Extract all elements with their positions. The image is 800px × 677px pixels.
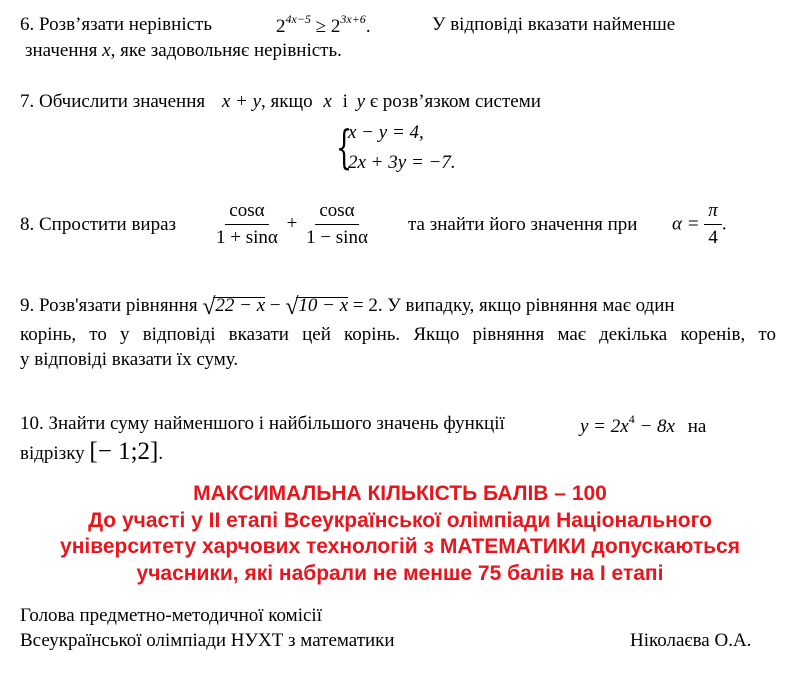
- interval: [− 1;2]: [89, 438, 159, 465]
- problem-9-line-3: у відповіді вказати їх суму.: [20, 349, 239, 370]
- fraction-1: $\frac{\cos\alpha}{1 + \sin\alpha}$: [216, 200, 278, 248]
- system-equation-1: x − y = 4,: [348, 122, 424, 143]
- problem-8-condition: та знайти його значення при: [408, 214, 638, 235]
- fraction-pi-over-4: $\frac{\pi}{4}$: [704, 200, 722, 249]
- problem-10-function: $y = 2x^4 - 8x$ на: [580, 412, 707, 437]
- problem-7-line-1: 7. Обчислити значення x + y, якщо x і y є розв’язком системи: [20, 91, 541, 112]
- banner-line-1: МАКСИМАЛЬНА КІЛЬКІСТЬ БАЛІВ – 100: [193, 482, 607, 505]
- problem-6-answer-instruction: У відповіді вказати найменше: [432, 14, 676, 35]
- problem-10-line-2: відрізку [− 1;2].: [20, 438, 164, 465]
- problem-8-expression: $\frac{\cos\alpha}{1 + \sin\alpha}$ + $\frac{\cos\alpha}{1 - \sin\alpha}$: [212, 200, 372, 249]
- footer-line-1: Голова предметно-методичної комісії: [20, 605, 322, 626]
- problem-6-inequality: $2^{4x-5} \ge 2^{3x+6}$.: [276, 12, 371, 37]
- fraction-2: $\frac{\cos\alpha}{1 - \sin\alpha}$: [306, 200, 368, 248]
- problem-6-line-1: [20, 14, 212, 36]
- sqrt-2: √ 10 − x: [285, 294, 349, 320]
- banner-line-4: учасники, які набрали не менше 75 балів на І етапі: [136, 562, 664, 585]
- sqrt-1: √ 22 − x: [202, 294, 266, 320]
- problem-7-expression: x + y: [221, 91, 262, 112]
- problem-9-line-2: корінь, то у відповіді вказати цей корінь. Якщо рівняння має декілька коренів, то: [20, 324, 776, 345]
- problem-8-label: 8. Спростити вираз: [20, 214, 177, 235]
- system-equation-2: 2x + 3y = −7.: [348, 152, 456, 173]
- footer-signer: Ніколаєва О.А.: [630, 630, 752, 651]
- system-brace: {: [336, 120, 353, 174]
- problem-8-alpha-value: α = $\frac{\pi}{4}$ .: [672, 200, 727, 248]
- problem-6-label: 6. Розв’язати нерівність: [20, 14, 213, 35]
- problem-9-line-1: 9. Розв'язати рівняння √ 22 − x − √ 10 − x = 2. У випадку, якщо рівняння має один: [20, 294, 675, 320]
- footer-line-2: Всеукраїнської олімпіади НУХТ з математики: [20, 630, 395, 651]
- banner-line-3: університету харчових технологій з МАТЕМАТИКИ допускаються: [60, 535, 740, 558]
- problem-7-label: 7. Обчислити значення: [20, 91, 206, 112]
- problem-10-line-1: 10. Знайти суму найменшого і найбільшого значень функції: [20, 413, 505, 434]
- problem-9-label: 9. Розв'язати рівняння: [20, 295, 198, 316]
- banner-line-2: До участі у ІІ етапі Всеукраїнської олімпіади Національного: [88, 509, 712, 532]
- problem-6-line-2: значення x, яке задовольняє нерівність.: [25, 40, 342, 61]
